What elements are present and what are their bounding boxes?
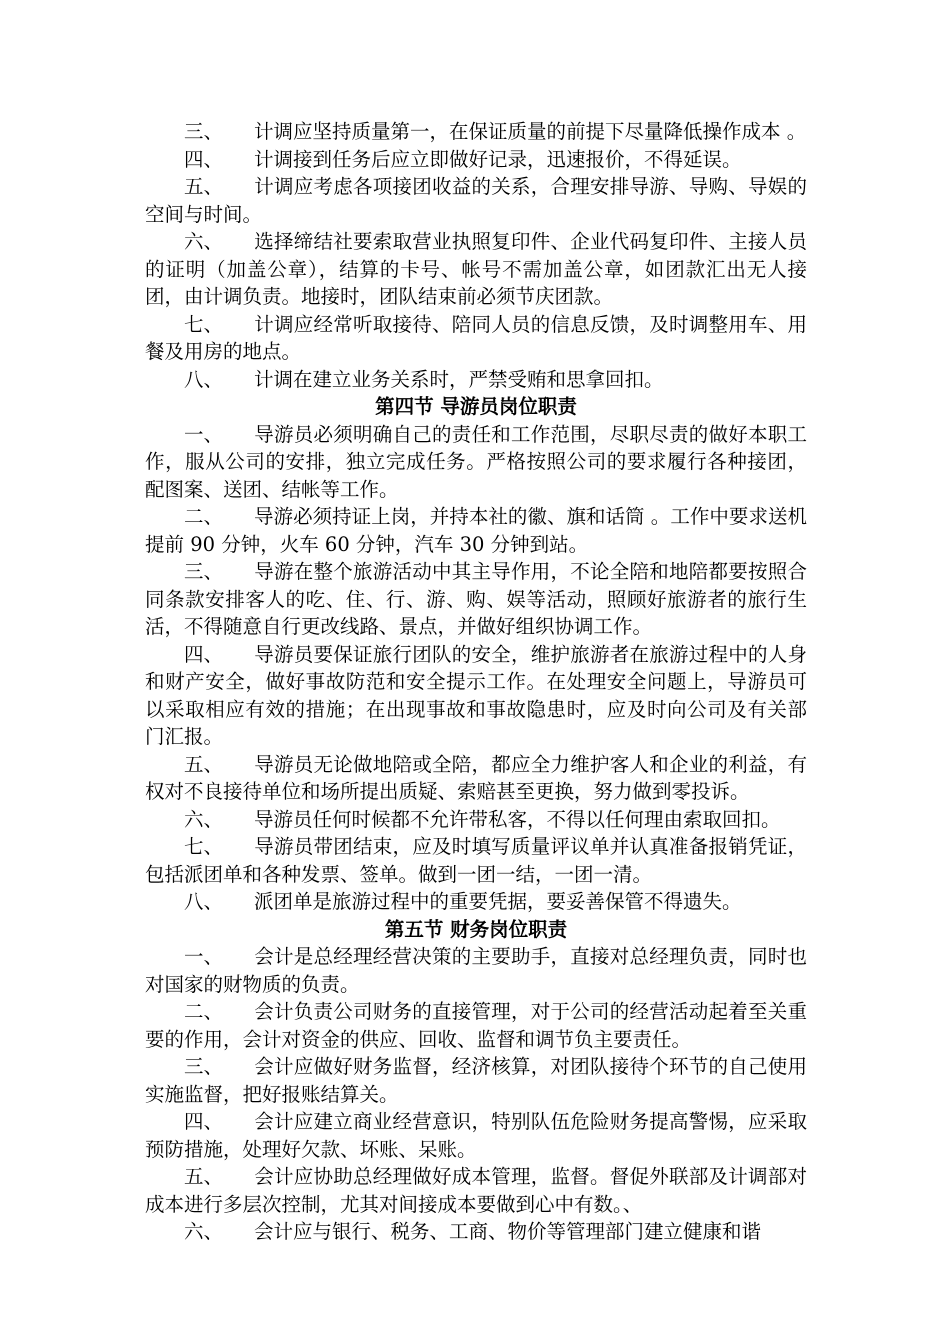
item-number: 三、: [184, 120, 224, 143]
item-text: 会计应与银行、税务、工商、物价等管理部门建立健康和谐: [254, 1220, 762, 1243]
paragraph-item: [145, 118, 807, 146]
paragraph-item: [145, 421, 807, 504]
paragraph-item: [145, 641, 807, 751]
paragraph-item: [145, 366, 807, 394]
paragraph-item: [145, 888, 807, 916]
item-text: 导游员任何时候都不允许带私客，不得以任何理由索取回扣。: [254, 807, 781, 831]
section-heading: 第四节 导游员岗位职责: [375, 395, 577, 418]
paragraph-item: [145, 833, 807, 888]
item-text: 计调应考虑各项接团收益的关系，合理安排导游、导购、导娱的空间与时间。: [145, 175, 807, 226]
paragraph-item: [145, 1218, 807, 1246]
item-number: 一、: [184, 945, 224, 968]
section-heading: 第五节 财务岗位职责: [384, 917, 568, 941]
item-number: 一、: [184, 422, 224, 446]
item-number: 三、: [184, 560, 224, 583]
item-text: 会计应做好财务监督，经济核算，对团队接待个环节的自己使用实施监督，把好报账结算关。: [145, 1055, 807, 1106]
paragraph-item: [145, 558, 807, 641]
item-text: 导游员要保证旅行团队的安全，维护旅游者在旅游过程中的人身和财产安全，做好事故防范和安全提示工作。在处理安全问题上，导游员可以采取相应有效的措施；在出现事故和事故隐患时，应及时向公司及有关部门汇报。: [145, 642, 807, 748]
item-number: 五、: [184, 752, 224, 776]
item-number: 五、: [184, 175, 224, 198]
item-number: 二、: [184, 1000, 224, 1023]
item-text: 导游在整个旅游活动中其主导作用，不论全陪和地陪都要按照合同条款安排客人的吃、住、行、游、购、娱等活动，照顾好旅游者的旅行生活，不得随意自行更改线路、景点，并做好组织协调工作。: [145, 560, 807, 638]
item-text: 计调应经常听取接待、陪同人员的信息反馈，及时调整用车、用餐及用房的地点。: [145, 312, 807, 363]
document-page: [145, 118, 807, 1246]
item-number: 八、: [184, 890, 224, 913]
item-text: 会计是总经理经营决策的主要助手，直接对总经理负责，同时也对国家的财物质的负责。: [145, 945, 807, 996]
paragraph-item: [145, 146, 807, 174]
paragraph-item: [145, 311, 807, 366]
item-number: 四、: [184, 642, 224, 666]
item-text: 导游必须持证上岗，并持本社的徽、旗和话筒 。工作中要求送机提前 90 分钟，火车 60 分钟，汽车 30 分钟到站。: [145, 505, 807, 556]
paragraph-item: [145, 1053, 807, 1108]
item-text: 会计应建立商业经营意识，特别队伍危险财务提高警惕，应采取预防措施，处理好欠款、坏账、呆账。: [145, 1110, 807, 1161]
item-number: 六、: [184, 1220, 224, 1243]
paragraph-item: [145, 173, 807, 228]
item-text: 计调应坚持质量第一，在保证质量的前提下尽量降低操作成本 。: [254, 120, 807, 143]
item-number: 四、: [184, 147, 224, 171]
item-number: 二、: [184, 505, 224, 528]
paragraph-item: [145, 998, 807, 1053]
item-number: 七、: [184, 312, 224, 336]
item-text: 计调在建立业务关系时，严禁受贿和思拿回扣。: [254, 367, 664, 391]
paragraph-item: [145, 943, 807, 998]
item-number: 八、: [184, 367, 224, 391]
item-text: 选择缔结社要索取营业执照复印件、企业代码复印件、主接人员的证明（加盖公章），结算的卡号、帐号不需加盖公章，如团款汇出无人接团，由计调负责。地接时，团队结束前必须节庆团款。: [145, 230, 807, 308]
item-text: 导游员带团结束，应及时填写质量评议单并认真准备报销凭证，包括派团单和各种发票、签单。做到一团一结，一团一清。: [145, 835, 807, 886]
item-text: 会计负责公司财务的直接管理，对于公司的经营活动起着至关重要的作用，会计对资金的供应、回收、监督和调节负主要责任。: [145, 1000, 807, 1051]
paragraph-item: [145, 503, 807, 558]
paragraph-item: [145, 751, 807, 806]
paragraph-item: [145, 1163, 807, 1218]
item-text: 导游员无论做地陪或全陪，都应全力维护客人和企业的利益，有权对不良接待单位和场所提出质疑、索赔甚至更换，努力做到零投诉。: [145, 752, 807, 803]
item-text: 导游员必须明确自己的责任和工作范围，尽职尽责的做好本职工作，服从公司的安排，独立完成任务。严格按照公司的要求履行各种接团，配图案、送团、结帐等工作。: [145, 422, 807, 501]
paragraph-item: [145, 806, 807, 834]
item-number: 六、: [184, 230, 224, 253]
item-number: 六、: [184, 807, 224, 831]
paragraph-item: [145, 1108, 807, 1163]
item-text: 会计应协助总经理做好成本管理，监督。督促外联部及计调部对成本进行多层次控制，尤其对间接成本要做到心中有数。、: [145, 1165, 807, 1216]
item-number: 三、: [184, 1055, 224, 1078]
item-number: 五、: [184, 1165, 224, 1188]
item-number: 七、: [184, 835, 224, 858]
item-text: 计调接到任务后应立即做好记录，迅速报价，不得延误。: [254, 147, 742, 171]
item-text: 派团单是旅游过程中的重要凭据，要妥善保管不得遗失。: [254, 890, 742, 913]
item-number: 四、: [184, 1110, 224, 1133]
paragraph-item: [145, 228, 807, 311]
